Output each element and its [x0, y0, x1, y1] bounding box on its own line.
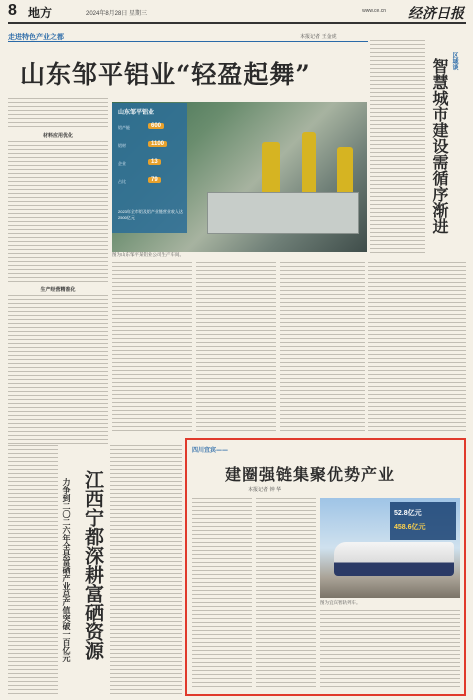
- text-block: [256, 498, 316, 688]
- highlight-rubric: 四川宜宾——: [192, 447, 229, 454]
- section-subhead: 生产经营精准化: [40, 287, 76, 293]
- infographic-title: 山东邹平铝业: [118, 110, 155, 116]
- info-label: 铝材: [118, 143, 126, 148]
- info-label: 占比: [118, 179, 126, 184]
- jiangxi-subtitle: 力争到二〇二六年全县富硒产业总产值突破一百亿元: [62, 478, 72, 662]
- highlight-headline: 建圈强链集聚优势产业: [225, 465, 396, 484]
- text-block: [112, 262, 192, 432]
- infographic-panel: [112, 103, 187, 233]
- infographic-footer: 2023年全市铝及铝产业链营业收入达2500亿元: [118, 209, 183, 220]
- text-block: [8, 445, 58, 695]
- text-block: [280, 262, 365, 432]
- text-block: [196, 262, 276, 432]
- info-value: 79: [148, 177, 161, 183]
- page-date: 2024年8月28日 星期三: [86, 11, 148, 17]
- text-block: [8, 141, 108, 283]
- tram-stat-panel: [390, 502, 456, 540]
- masthead-logo: 经济日报: [408, 6, 464, 22]
- text-block: [320, 610, 460, 688]
- site-url: www.ce.cn: [362, 8, 386, 14]
- info-value: 13: [148, 159, 161, 165]
- highlight-byline: 本报记者 钟 华: [248, 487, 282, 493]
- text-block: [192, 498, 252, 688]
- rubric-divider: [8, 41, 368, 42]
- page-number: 8: [8, 2, 17, 19]
- top-article-byline: 本报记者 王金虎: [300, 34, 337, 40]
- text-block: [8, 295, 108, 445]
- text-block: [8, 98, 108, 130]
- stat-value: 52.8亿元: [394, 510, 422, 517]
- column-rubric: 走进特色产业之都: [8, 32, 64, 41]
- page-section-title: 地方: [28, 6, 53, 20]
- text-block: [368, 262, 466, 432]
- photo-caption: 图为山东邹平某铝业公司生产车间。: [112, 253, 184, 258]
- tram-photo-caption: 图为宜宾智轨列车。: [320, 601, 361, 606]
- sidebar-headline: 智慧城市建设需循序渐进: [430, 58, 449, 234]
- info-value: 1100: [148, 141, 167, 147]
- info-value: 600: [148, 123, 164, 129]
- text-block: [110, 445, 182, 695]
- section-subhead: 材料应用优化: [42, 133, 73, 139]
- sidebar-text: [370, 40, 425, 255]
- page-header: [8, 4, 466, 24]
- info-label: 铝产能: [118, 125, 130, 130]
- stat-value: 458.6亿元: [394, 524, 426, 531]
- top-article-headline: 山东邹平铝业“轻盈起舞”: [20, 60, 311, 89]
- info-label: 企业: [118, 161, 126, 166]
- sidebar-rubric: 区域谈: [451, 52, 458, 70]
- jiangxi-headline: 江西宁都深耕富硒资源: [82, 470, 104, 660]
